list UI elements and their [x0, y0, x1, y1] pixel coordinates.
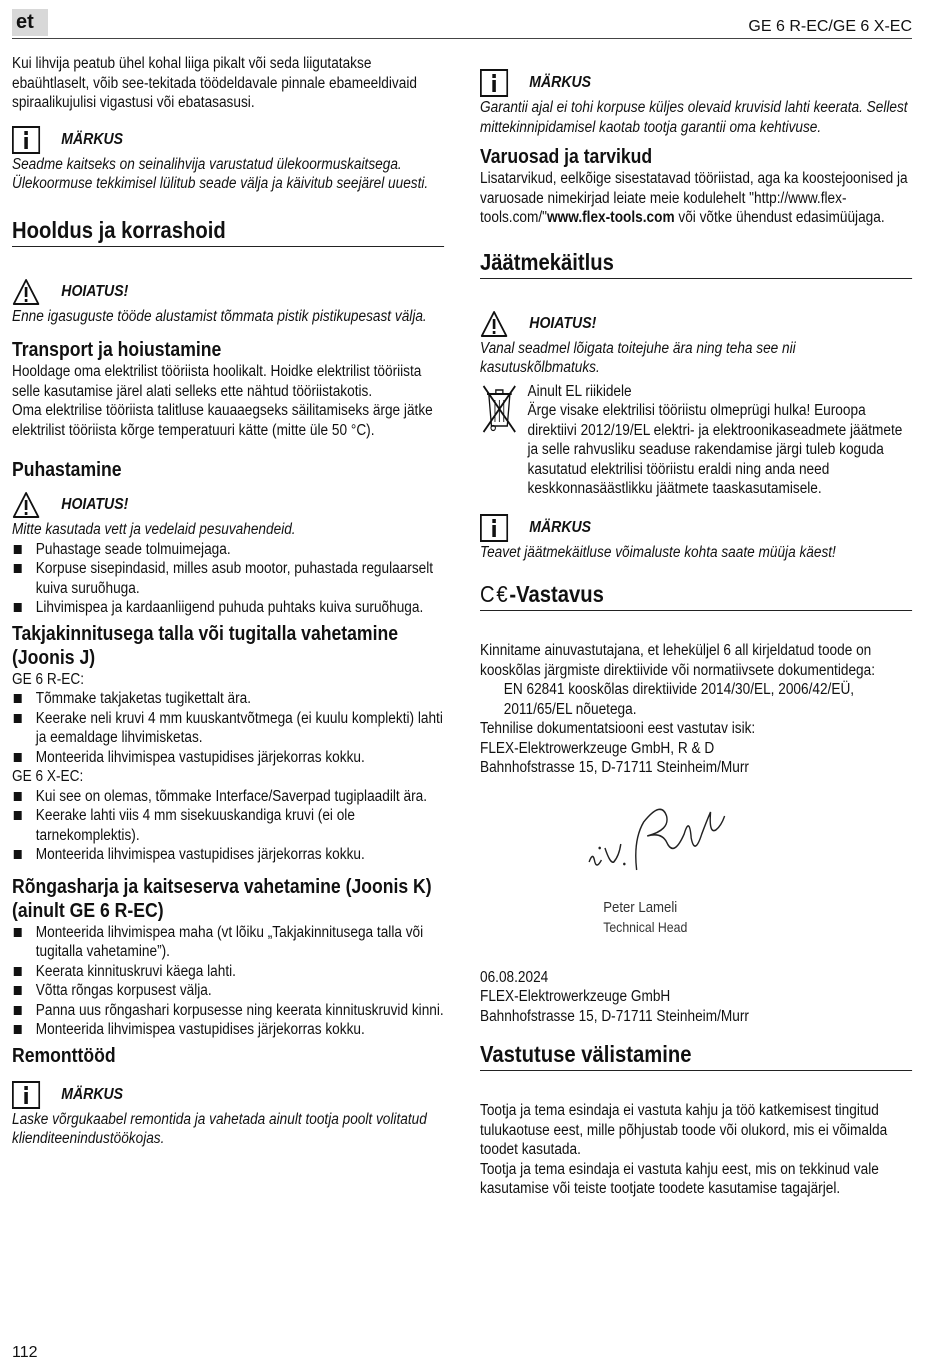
- note-label: MÄRKUS: [529, 518, 592, 536]
- note-label: MÄRKUS: [61, 130, 124, 148]
- heading-hooldus: Hooldus ja korrashoid: [12, 216, 444, 247]
- list-item: Monteerida lihvimispea maha (vt lõiku „Takjakinnitusega talla või tugitalla vahetamine”).: [12, 923, 444, 962]
- info-icon: [12, 126, 40, 154]
- list-item: Monteerida lihvimispea vastupidises järjekorras kokku.: [12, 845, 444, 865]
- vastutus-paragraph-1: Tootja ja tema esindaja ei vastuta kahju ja töö katkemisest tingitud tulukaotuse eest, mille põhjustab toode või olukord, mis ei võimalda toodet kasutada.: [480, 1102, 888, 1158]
- left-column: [12, 54, 444, 1149]
- vastavus-paragraph: Kinnitame ainuvastutajana, et leheküljel 6 all kirjeldatud toode on kooskõlas järgmiste direktiivide või normatiivsete dokumentidega:: [480, 642, 875, 679]
- note-label: MÄRKUS: [61, 1085, 124, 1103]
- warning-label: HOIATUS!: [61, 496, 129, 514]
- list-item: Kui see on olemas, tõmmake Interface/Saverpad tugiplaadilt ära.: [12, 787, 444, 807]
- date: 06.08.2024: [480, 968, 549, 986]
- model-label-xec: GE 6 X-EC:: [12, 768, 84, 785]
- info-icon: [12, 1081, 40, 1109]
- warning-text: Mitte kasutada vett ja vedelaid pesuvahendeid.: [12, 521, 296, 538]
- crossed-bin-icon: [480, 382, 519, 434]
- note-text: Seadme kaitseks on seinalihvija varustatud ülekoormuskaitsega. Ülekoormuse tekkimisel lülitub seade välja ja käivitub seejärel uuesti.: [12, 155, 429, 192]
- list-item: Keerake neli kruvi 4 mm kuuskantvõtmega (ei kuulu komplekti) lahti ja eemaldage lihvimisketas.: [12, 709, 444, 748]
- list-item: Keerake lahti viis 4 mm sisekuuskandiga kruvi (ei ole tarnekomplektis).: [12, 806, 444, 845]
- list-item: Tõmmake takjaketas tugikettalt ära.: [12, 689, 444, 709]
- heading-puhastamine: Puhastamine: [12, 459, 122, 481]
- vastavus-norm: EN 62841 kooskõlas direktiivide 2014/30/EL, 2006/42/EÜ, 2011/65/EL nõuetega.: [503, 681, 855, 718]
- varuosad-paragraph: Lisatarvikud, eelkõige sisestatavad tööriistad, aga ka koostejoonised ja varuosade nimekirjad leiate meie kodulehelt "http://www.flex-tools.com/"www.flex-tools.com või võtke ühendust edasimüüjaga.: [480, 170, 908, 226]
- note-block: [480, 513, 912, 563]
- warning-triangle-icon: [480, 310, 508, 338]
- website-link[interactable]: www.flex-tools.com: [547, 209, 675, 226]
- tech-person: Tehnilise dokumentatsiooni eest vastutav isik:: [480, 720, 756, 737]
- takja-rec-list: [12, 689, 444, 767]
- heading-jaatme: Jäätmekäitlus: [480, 248, 912, 279]
- signature-name: Peter Lameli: [603, 897, 678, 915]
- heading-vastavus: C€-Vastavus: [480, 580, 912, 611]
- weee-block: [480, 382, 912, 499]
- list-item: Lihvimispea ja kardaanliigend puhuda puhtaks kuiva suruõhuga.: [12, 598, 444, 618]
- warning-block: [480, 309, 912, 378]
- transport-paragraph-2: Oma elektrilise tööriista talitluse kauaaegseks säilitamiseks ärge jätke elektrilist tööriista kõrge temperatuuri kätte (mitte üle 50 °C).: [12, 402, 433, 439]
- warning-label: HOIATUS!: [529, 314, 597, 332]
- takja-xec-list: [12, 787, 444, 865]
- header-model-title: GE 6 R-EC/GE 6 X-EC: [748, 18, 912, 35]
- language-badge: et: [12, 9, 48, 36]
- vastutus-paragraph-2: Tootja ja tema esindaja ei vastuta kahju eest, mis on tekkinud vale kasutamise või teiste tootjate toodete kasutamise tagajärjel.: [480, 1160, 879, 1197]
- heading-takja: Takjakinnitusega talla või tugitalla vahetamine (Joonis J): [12, 622, 399, 669]
- list-item: Korpuse sisepindasid, milles asub mootor, puhastada regulaarselt kuiva suruõhuga.: [12, 559, 444, 598]
- heading-varuosad: Varuosad ja tarvikud: [480, 146, 653, 168]
- ronga-list: [12, 923, 444, 1040]
- signature-title: Technical Head: [603, 918, 688, 935]
- eu-only-label: Ainult EL riikidele: [527, 382, 632, 400]
- tech-company: FLEX-Elektrowerkzeuge GmbH, R & D: [480, 739, 715, 757]
- note-block: [12, 125, 444, 194]
- warning-block: [12, 490, 444, 540]
- heading-transport: Transport ja hoiustamine: [12, 339, 222, 361]
- warning-triangle-icon: [12, 491, 40, 519]
- warning-label: HOIATUS!: [61, 282, 129, 300]
- warning-text: Enne igasuguste tööde alustamist tõmmata pistik pistikupesast välja.: [12, 307, 427, 325]
- page-number: 112: [12, 1343, 38, 1361]
- note-text: Laske võrgukaabel remontida ja vahetada ainult tootja poolt volitatud klienditeenindustöökojas.: [12, 1110, 427, 1147]
- tech-address: Bahnhofstrasse 15, D-71711 Steinheim/Murr: [480, 759, 749, 776]
- list-item: Võtta rõngas korpusest välja.: [12, 981, 444, 1001]
- weee-paragraph: Ärge visake elektrilisi tööriistu olmeprügi hulka! Euroopa direktiivi 2012/19/EL elektri- ja elektroonikaseadmete jäätmete ja selle rahvusliku seaduse rakendamise järgi tuleb koguda kasutatud elektrilisi tööriistu eraldi ning anda need keskkonnasäästlikku jäätmete taaskasutamisele.: [527, 402, 903, 497]
- list-item: Monteerida lihvimispea vastupidises järjekorras kokku.: [12, 1020, 444, 1040]
- model-label-rec: GE 6 R-EC:: [12, 670, 85, 688]
- ce-mark-icon: C€: [480, 581, 510, 607]
- warning-block: [12, 277, 444, 327]
- list-item: Keerata kinnituskruvi käega lahti.: [12, 962, 444, 982]
- signature-block: [480, 800, 912, 950]
- list-item: Puhastage seade tolmuimejaga.: [12, 540, 444, 560]
- puhastamine-list: [12, 540, 444, 618]
- address: Bahnhofstrasse 15, D-71711 Steinheim/Murr: [480, 1007, 749, 1025]
- warning-triangle-icon: [12, 278, 40, 306]
- signature-image: [586, 800, 736, 945]
- info-icon: [480, 514, 508, 542]
- list-item: Panna uus rõngashari korpusesse ning keerata kinnituskruvid kinni.: [12, 1001, 444, 1021]
- note-text: Teavet jäätmekäitluse võimaluste kohta saate müüja käest!: [480, 543, 836, 561]
- warning-text: Vanal seadmel lõigata toitejuhe ära ning teha see nii kasutuskõlbmatuks.: [480, 339, 796, 376]
- list-item: Monteerida lihvimispea vastupidises järjekorras kokku.: [12, 748, 444, 768]
- heading-vastutus: Vastutuse välistamine: [480, 1040, 912, 1071]
- intro-paragraph: Kui lihvija peatub ühel kohal liiga pikalt või seda liigutatakse ebaühtlaselt, võib see-tekitada töödeldavale pinnale ebameeldivaid spiraalikujulisi vigastusi või ebatasasusi.: [12, 55, 417, 111]
- heading-remont: Remonttööd: [12, 1044, 116, 1067]
- note-block: [480, 68, 912, 137]
- note-text: Garantii ajal ei tohi korpuse küljes olevaid kruvisid lahti keerata. Sellest mittekinnipidamisel kaotab tootja garantii oma kehtivuse.: [480, 99, 908, 136]
- info-icon: [480, 69, 508, 97]
- note-label: MÄRKUS: [529, 74, 592, 92]
- header-rule: [12, 38, 912, 39]
- heading-ronga: Rõngasharja ja kaitseserva vahetamine (Joonis K) (ainult GE 6 R-EC): [12, 875, 432, 922]
- note-block: [12, 1080, 444, 1149]
- company: FLEX-Elektrowerkzeuge GmbH: [480, 988, 671, 1005]
- transport-paragraph: Hooldage oma elektrilist tööriista hoolikalt. Hoidke elektrilist tööriista selle kasutamise järel alati selleks ette nähtud tööriistakotis.: [12, 363, 422, 400]
- right-column: [480, 58, 912, 1199]
